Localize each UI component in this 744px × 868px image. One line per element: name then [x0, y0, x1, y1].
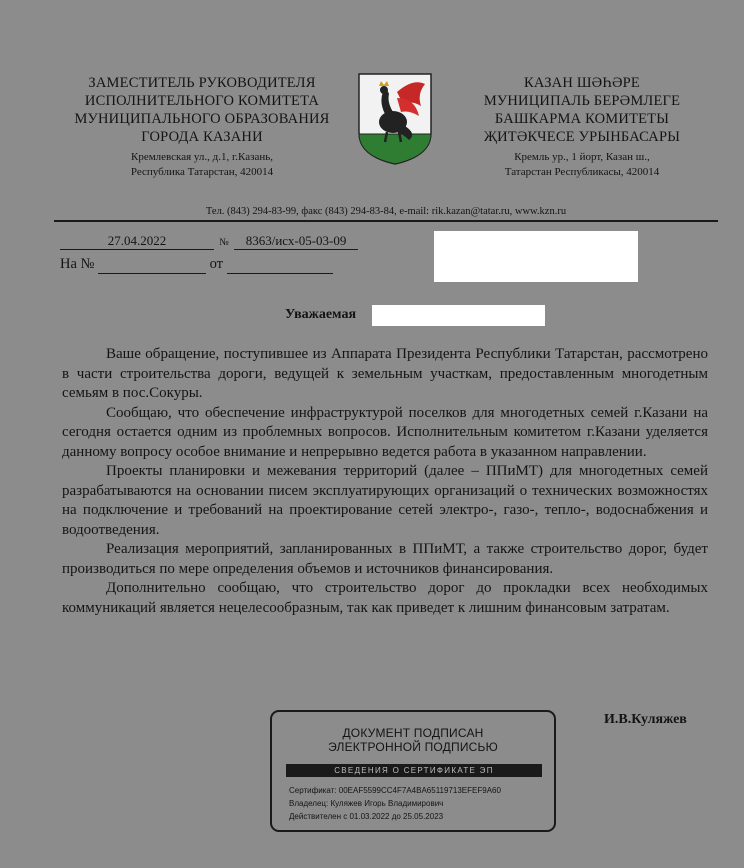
header-left-title [52, 74, 352, 146]
salutation [285, 307, 356, 323]
outgoing-registration [60, 233, 358, 250]
header-divider [54, 220, 718, 222]
salutation-text: Уважаемая [285, 307, 357, 322]
ref-from-label: от [209, 256, 224, 272]
address-line: Кремлевская ул., д.1, г.Казань, [130, 151, 273, 163]
letter-body [62, 345, 708, 618]
outgoing-date: 27.04.2022 [60, 233, 214, 250]
kazan-coat-of-arms-icon [357, 72, 433, 166]
stamp-validity: Действителен с 01.03.2022 до 25.05.2023 [289, 812, 444, 821]
redacted-addressee [434, 231, 638, 282]
body-paragraph: Сообщаю, что обеспечение инфраструктурой поселков для многодетных семей г.Казани на сегодня остается одним из проблемных вопросов. Исполнительным комитетом г.Казани уделяется данному вопросу особое внимание и непрерывно ведется работа в указанном направлении. [62, 404, 708, 460]
header-right-address [432, 150, 732, 180]
header-left-line: МУНИЦИПАЛЬНОГО ОБРАЗОВАНИЯ [74, 111, 330, 127]
address-line: Татарстан Республикасы, 420014 [504, 166, 660, 178]
stamp-title-line: ЭЛЕКТРОННОЙ ПОДПИСЬЮ [328, 740, 498, 754]
ref-number-field [98, 256, 206, 274]
number-sign: № [219, 237, 229, 248]
body-paragraph: Реализация мероприятий, запланированных в ППиМТ, а также строительство дорог, будет производиться по мере определения объемов и источников финансирования. [62, 541, 708, 577]
stamp-certificate-bar: СВЕДЕНИЯ О СЕРТИФИКАТЕ ЭП [286, 764, 542, 777]
electronic-signature-stamp [270, 710, 556, 832]
body-paragraph: Ваше обращение, поступившее из Аппарата Президента Республики Татарстан, рассмотрено в части строительства дороги, ведущей к земельным участкам, предоставленным многодетным семьям в пос.Сокуры. [62, 346, 708, 401]
incoming-reference [60, 256, 333, 274]
header-left-line: ЗАМЕСТИТЕЛЬ РУКОВОДИТЕЛЯ [88, 75, 316, 91]
header-right-line: БАШКАРМА КОМИТЕТЫ [494, 111, 670, 127]
stamp-details [289, 784, 501, 823]
ref-date-field [227, 256, 333, 274]
header-right-line: ҖИТӘКЧЕСЕ УРЫНБАСАРЫ [483, 129, 681, 145]
header-left-line: ИСПОЛНИТЕЛЬНОГО КОМИТЕТА [84, 93, 320, 109]
address-line: Кремль ур., 1 йорт, Казан ш., [514, 151, 650, 163]
stamp-certificate: Сертификат: 00EAF5599CC4F7A4BA65119713EFEF9A60 [289, 786, 501, 795]
contacts-line: Тел. (843) 294-83-99, факс (843) 294-83-84, e-mail: rik.kazan@tatar.ru, www.kzn.ru [205, 206, 567, 217]
header-right-line: МУНИЦИПАЛЬ БЕРӘМЛЕГЕ [483, 93, 681, 109]
stamp-owner: Владелец: Куляжев Игорь Владимирович [289, 799, 444, 808]
header-right-line: КАЗАН ШӘҺӘРЕ [524, 75, 640, 91]
ref-number-label: На № [60, 256, 95, 272]
body-paragraph: Проекты планировки и межевания территорий (далее – ППиМТ) для многодетных семей разрабатываются на основании писем эксплуатирующих организаций о технических возможностях на подключение и требований на проектирование сетей электро-, газо-, тепло-, водоснабжения и водоотведения. [62, 463, 708, 538]
outgoing-number: 8363/исх-05-03-09 [234, 233, 358, 250]
redacted-name [372, 305, 545, 326]
body-paragraph: Дополнительно сообщаю, что строительство дорог до прокладки всех необходимых коммуникаций является нецелесообразным, так как приведет к лишним финансовым затратам. [62, 580, 708, 616]
header-right-title [432, 74, 732, 146]
signer-name: И.В.Куляжев [604, 712, 687, 727]
stamp-title [272, 726, 554, 754]
stamp-title-line: ДОКУМЕНТ ПОДПИСАН [342, 726, 484, 740]
header-left-address [52, 150, 352, 180]
address-line: Республика Татарстан, 420014 [130, 166, 274, 178]
header-left-line: ГОРОДА КАЗАНИ [141, 129, 263, 145]
